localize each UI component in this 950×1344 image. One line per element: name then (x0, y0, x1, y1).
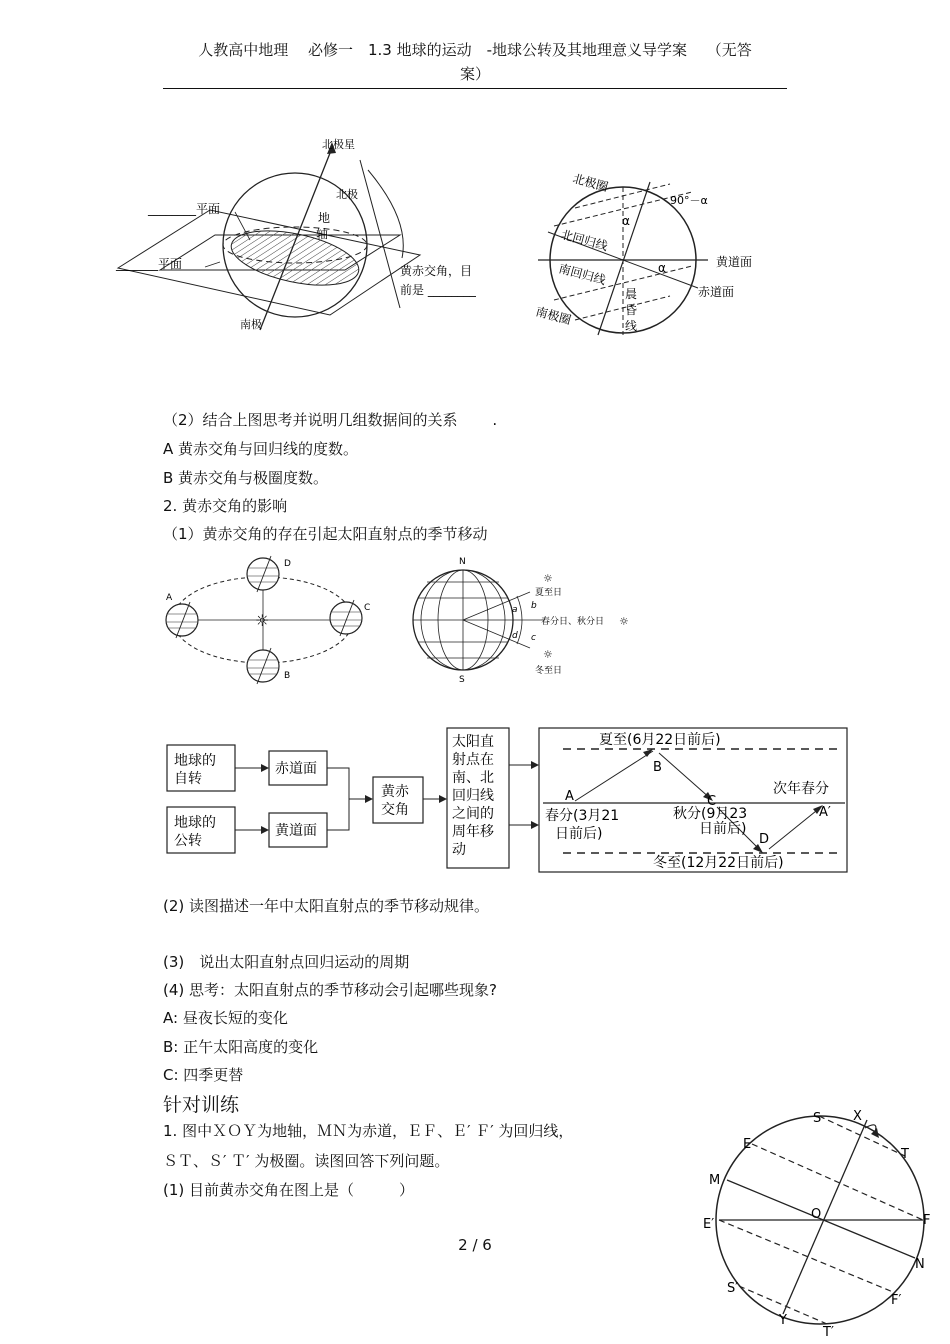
flow-ecliptic-plane: 黄道面 (275, 823, 317, 839)
line-s-t (819, 1116, 905, 1156)
pt-m: M (709, 1173, 721, 1188)
tropic-cancer-label: 北回归线 (559, 227, 610, 254)
svg-text:之间的: 之间的 (452, 806, 494, 822)
question-describe: (2) 读图描述一年中太阳直射点的季节移动规律。 (163, 897, 490, 915)
question-a: A 黄赤交角与回归线的度数。 (163, 440, 359, 458)
earth-d (247, 556, 279, 592)
section-2-1: （1）黄赤交角的存在引起太阳直射点的季节移动 (163, 525, 488, 543)
page-header (163, 38, 787, 86)
orbit-label-a: A (166, 593, 173, 603)
arctic-circle-label: 北极圈 (571, 171, 610, 195)
section-2-title: 2. 黄赤交角的影响 (163, 497, 288, 515)
svg-text:地球的: 地球的 (174, 753, 216, 769)
earth-a (166, 602, 198, 638)
pt-s: S (813, 1111, 822, 1126)
answer-b: B: 正午太阳高度的变化 (163, 1038, 319, 1056)
svg-text:交角: 交角 (381, 802, 409, 818)
antarctic-circle-label: 南极圈 (534, 304, 573, 328)
terminator-label-3: 线 (625, 319, 638, 333)
flow-point-a-prime: A′ (819, 805, 831, 820)
plane-label-lower: _______平面 (116, 257, 183, 271)
line-e-prime-f-prime (719, 1220, 893, 1292)
flow-equator-plane: 赤道面 (275, 761, 317, 777)
figure-earth-planes (110, 130, 510, 350)
axis-label-2: 轴 (316, 227, 329, 241)
equator-plane-label: 赤道面 (698, 285, 735, 299)
flow-next-spring: 次年春分 (773, 781, 829, 797)
axis-label-1: 地 (318, 211, 331, 225)
plane-label-upper: ________平面 (148, 202, 221, 216)
winter-label: 冬至日 (535, 666, 563, 676)
orbit-label-c: C (364, 603, 371, 613)
ecliptic-plane-label: 黄道面 (716, 255, 753, 269)
exercise-1-q1: (1) 目前黄赤交角在图上是（ ） (163, 1181, 415, 1199)
pt-f-prime: F′ (891, 1293, 902, 1308)
figure-orbit (160, 550, 385, 690)
pt-y: Y (779, 1313, 787, 1328)
south-pole-label: 南极 (240, 318, 262, 331)
flow-point-b: B (653, 760, 662, 775)
pt-s-prime: S′ (727, 1281, 739, 1296)
page-number: 2 / 6 (458, 1236, 492, 1254)
pt-x: X (853, 1109, 862, 1124)
svg-text:日前后): 日前后) (699, 821, 747, 837)
question-b: B 黄赤交角与极圈度数。 (163, 469, 329, 487)
answer-c: C: 四季更替 (163, 1066, 244, 1084)
figure-exercise-circle (695, 1100, 945, 1344)
sun-icon-summer: ☼ (543, 572, 553, 585)
orbit-label-b: B (284, 671, 291, 681)
mark-c: c (531, 633, 536, 643)
svg-text:日前后): 日前后) (555, 826, 603, 842)
svg-text:春分(3月21: 春分(3月21 (545, 808, 620, 824)
plane-leader-lower (205, 262, 220, 267)
orbit-label-d: D (284, 559, 291, 569)
pt-e-prime: E′ (703, 1217, 715, 1232)
mark-d: d (512, 631, 518, 641)
alpha-top: α (622, 214, 630, 228)
svg-text:秋分(9月23: 秋分(9月23 (673, 806, 748, 822)
exercise-1-line2: ＳＴ、Ｓ′ Ｔ′ 为极圈。读图回答下列问题。 (163, 1152, 450, 1170)
pt-t: T (901, 1147, 909, 1162)
globe-s: S (459, 675, 465, 685)
svg-text:黄赤: 黄赤 (381, 784, 409, 800)
pt-e: E (743, 1137, 752, 1152)
tropic-capricorn-label: 南回归线 (557, 261, 608, 288)
figure-flow (165, 725, 850, 875)
north-pole-label: 北极 (336, 188, 358, 201)
svg-text:太阳直: 太阳直 (452, 734, 494, 750)
terminator-label-1: 晨 (625, 287, 638, 301)
figure-tilt-diagram (530, 160, 780, 350)
north-star-label: 北极星 (322, 138, 355, 151)
summer-label: 夏至日 (535, 588, 563, 598)
axis-x-y (783, 1120, 867, 1314)
flow-point-d: D (759, 832, 770, 847)
flow-summer: 夏至(6月22日前后) (599, 732, 721, 748)
mark-a: a (512, 605, 518, 615)
svg-text:南、北: 南、北 (452, 770, 494, 786)
pt-o: O (811, 1207, 822, 1222)
earth-b (247, 648, 279, 684)
exercise-1-line1: 1. 图中ＸＯＹ为地轴，ＭＮ为赤道，ＥＦ、Ｅ′ Ｆ′ 为回归线， (163, 1122, 574, 1140)
globe-n: N (459, 557, 466, 567)
question-period: (3) 说出太阳直射点回归运动的周期 (163, 953, 410, 971)
equinox-label: 春分日、秋分日 (541, 617, 605, 627)
sun-icon-equinox: ☼ (619, 615, 629, 628)
question-think: (4) 思考：太阳直射点的季节移动会引起哪些现象? (163, 981, 497, 999)
figure-globe (405, 550, 640, 690)
answer-a: A: 昼夜长短的变化 (163, 1009, 288, 1027)
header-rule (163, 88, 787, 89)
flow-point-c: C (707, 794, 717, 809)
svg-text:自转: 自转 (174, 771, 202, 787)
header-title-line2: 案） (459, 65, 490, 83)
pt-t-prime: T′ (823, 1325, 834, 1340)
svg-text:动: 动 (452, 842, 466, 858)
svg-text:回归线: 回归线 (452, 788, 494, 804)
flow-point-a: A (565, 789, 574, 804)
sun-icon: ☼ (255, 611, 270, 630)
obliquity-label-2: 前是 ________ (400, 283, 476, 297)
pt-f: F (923, 1213, 931, 1228)
svg-text:射点在: 射点在 (452, 752, 494, 768)
axis-line (598, 182, 650, 335)
header-title-line1: 人教高中地理 必修一 1.3 地球的运动 -地球公转及其地理意义导学案 （无答 (198, 41, 752, 59)
line-e-f (752, 1144, 923, 1220)
training-heading: 针对训练 (163, 1094, 240, 1116)
svg-text:周年移: 周年移 (452, 824, 494, 840)
obliquity-label-1: 黄赤交角，目 (400, 264, 473, 278)
pt-n: N (915, 1257, 925, 1272)
svg-text:公转: 公转 (174, 833, 202, 849)
flow-winter: 冬至(12月22日前后) (653, 855, 784, 871)
sun-icon-winter: ☼ (543, 648, 553, 661)
alpha-bottom: α (658, 261, 666, 275)
svg-text:地球的: 地球的 (174, 815, 216, 831)
question-2: （2）结合上图思考并说明几组数据间的关系 . (163, 411, 498, 429)
angle-label: 90°－α (670, 194, 708, 207)
mark-b: b (531, 601, 537, 611)
earth-c (330, 600, 362, 636)
terminator-label-2: 昏 (625, 303, 638, 317)
